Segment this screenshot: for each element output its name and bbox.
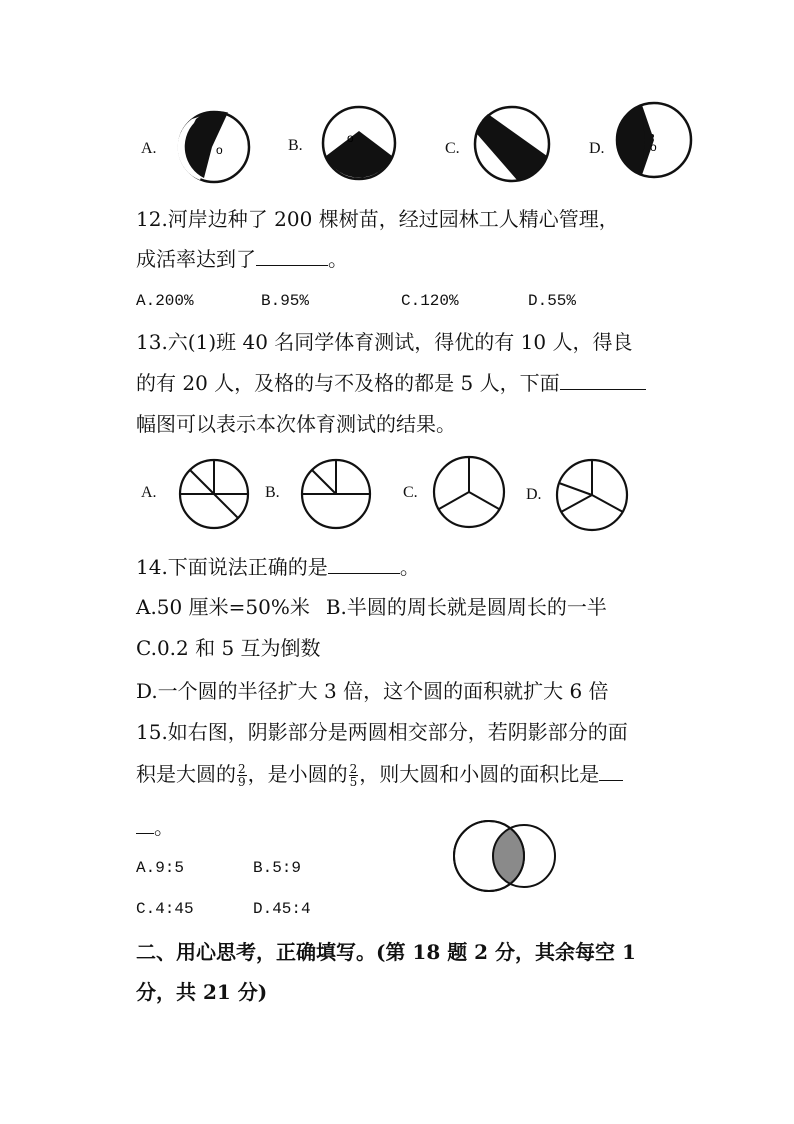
q11-center-b: o xyxy=(347,131,354,145)
q11-circle-d xyxy=(614,100,694,180)
q11-circle-c xyxy=(472,104,552,184)
q15-frac1-den: 9 xyxy=(238,775,246,789)
q15-text-a: 积是大圆的 xyxy=(136,762,236,786)
q15-fraction-2 xyxy=(349,763,359,788)
section2-heading-line1: 二、用心思考，正确填写。(第 18 题 2 分，其余每空 1 xyxy=(136,940,636,964)
q12-option-c[interactable]: C.120% xyxy=(401,292,459,310)
q14-option-b[interactable]: B.半圆的周长就是圆周长的一半 xyxy=(325,595,607,619)
q14-options-ab xyxy=(136,593,607,621)
q15-option-a[interactable]: A.9:5 xyxy=(136,859,185,877)
q14-stem-text: 14.下面说法正确的是 xyxy=(136,555,328,579)
q15-stem-line1: 15.如右图，阴影部分是两圆相交部分，若阴影部分的面 xyxy=(136,720,628,744)
q13-circle-d[interactable] xyxy=(555,458,629,532)
q12-stem-text: 成活率达到了 xyxy=(136,247,256,271)
q13-label-b: B. xyxy=(265,484,280,501)
q15-option-c[interactable]: C.4:45 xyxy=(136,900,194,918)
q11-circle-a xyxy=(176,109,252,185)
q13-label-d: D. xyxy=(526,486,542,503)
q14-stem xyxy=(136,553,420,581)
q15-stem-line3 xyxy=(136,813,174,841)
q15-text-c: ，则大圆和小圆的面积比是 xyxy=(359,762,600,786)
q13-circle-a[interactable] xyxy=(178,458,250,530)
q14-stem-end: 。 xyxy=(399,555,420,579)
q13-circle-b[interactable] xyxy=(300,458,372,530)
q13-stem-line2 xyxy=(136,369,646,397)
q15-frac2-den: 5 xyxy=(349,775,358,789)
q15-fraction-1 xyxy=(237,763,247,788)
q14-option-c[interactable]: C.0.2 和 5 互为倒数 xyxy=(136,636,321,660)
q15-answer-blank-part2[interactable] xyxy=(136,815,154,834)
q13-stem-line1: 13.六(1)班 40 名同学体育测试，得优的有 10 人，得良 xyxy=(136,330,633,354)
q14-answer-blank[interactable] xyxy=(328,555,400,574)
q15-stem-end: 。 xyxy=(154,815,174,839)
q15-option-d[interactable]: D.45:4 xyxy=(253,900,311,918)
q11-label-a: A. xyxy=(141,140,157,157)
q12-stem-line2 xyxy=(136,245,348,273)
q15-frac2-num: 2 xyxy=(349,762,358,776)
q11-center-a: o xyxy=(216,143,223,157)
q12-stem-end: 。 xyxy=(328,247,348,271)
q12-stem-line1: 12.河岸边种了 200 棵树苗，经过园林工人精心管理， xyxy=(136,207,619,231)
q15-venn-figure xyxy=(452,818,560,894)
q13-stem-line3: 幅图可以表示本次体育测试的结果。 xyxy=(136,412,456,436)
q13-stem-text: 的有 20 人，及格的与不及格的都是 5 人，下面 xyxy=(136,371,560,395)
q11-label-b: B. xyxy=(288,137,303,154)
q12-option-b[interactable]: B.95% xyxy=(261,292,310,310)
q11-circle-b xyxy=(320,104,398,182)
q15-stem-line2 xyxy=(136,760,623,788)
q12-answer-blank[interactable] xyxy=(256,247,328,266)
q11-label-d: D. xyxy=(589,140,605,157)
q15-option-b[interactable]: B.5:9 xyxy=(253,859,302,877)
q12-option-d[interactable]: D.55% xyxy=(528,292,577,310)
q13-circle-c[interactable] xyxy=(432,455,506,529)
q12-option-a[interactable]: A.200% xyxy=(136,292,194,310)
q15-text-b: ，是小圆的 xyxy=(247,762,348,786)
q14-option-d[interactable]: D.一个圆的半径扩大 3 倍，这个圆的面积就扩大 6 倍 xyxy=(136,679,609,703)
q15-frac1-num: 2 xyxy=(238,762,246,776)
q13-label-a: A. xyxy=(141,484,157,501)
q11-label-c: C. xyxy=(445,140,460,157)
q14-option-a[interactable]: A.50 厘米=50%米 xyxy=(136,595,310,619)
section2-heading-line2: 分，共 21 分) xyxy=(136,980,268,1004)
q11-center-d: o xyxy=(650,140,657,154)
q13-answer-blank[interactable] xyxy=(560,371,646,390)
q13-label-c: C. xyxy=(403,484,418,501)
q15-answer-blank-part1[interactable] xyxy=(599,762,623,781)
